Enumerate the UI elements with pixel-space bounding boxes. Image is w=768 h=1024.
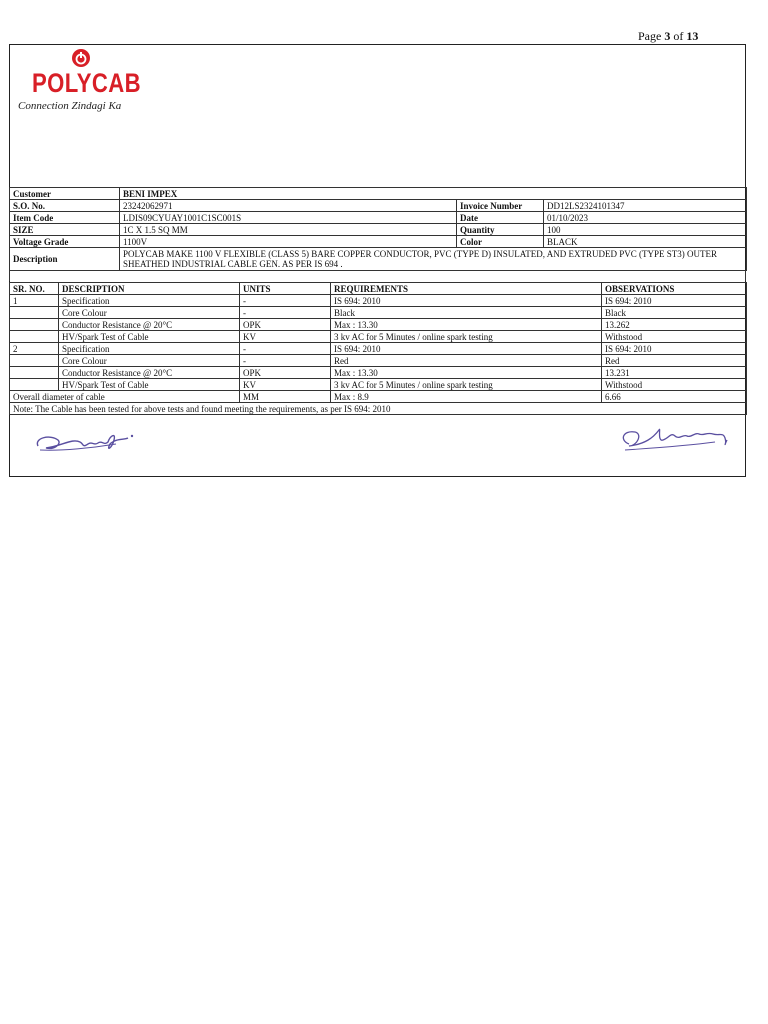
diameter-description: Overall diameter of cable	[10, 391, 240, 403]
header-units: UNITS	[240, 283, 331, 295]
customer-value: BENI IMPEX	[120, 188, 747, 200]
date-label: Date	[457, 212, 544, 224]
header-requirements: REQUIREMENTS	[331, 283, 602, 295]
header-sr-no: SR. NO.	[10, 283, 59, 295]
description-cell: Core Colour	[59, 307, 240, 319]
observation-cell: Black	[602, 307, 747, 319]
diameter-row	[10, 391, 747, 403]
customer-label: Customer	[10, 188, 120, 200]
requirement-cell: Max : 13.30	[331, 319, 602, 331]
so-value: 23242062971	[120, 200, 457, 212]
requirement-cell: Red	[331, 355, 602, 367]
units-cell: -	[240, 307, 331, 319]
units-cell: -	[240, 355, 331, 367]
sr-no-cell	[10, 355, 59, 367]
table-row	[10, 295, 747, 307]
header-description: DESCRIPTION	[59, 283, 240, 295]
observation-cell: 13.262	[602, 319, 747, 331]
requirement-cell: 3 kv AC for 5 Minutes / online spark testing	[331, 379, 602, 391]
table-row	[10, 343, 747, 355]
quantity-value: 100	[544, 224, 747, 236]
sr-no-cell	[10, 331, 59, 343]
table-row	[10, 355, 747, 367]
table-row	[10, 307, 747, 319]
table-row	[10, 367, 747, 379]
size-label: SIZE	[10, 224, 120, 236]
description-cell: HV/Spark Test of Cable	[59, 379, 240, 391]
units-cell: -	[240, 295, 331, 307]
table-row	[10, 319, 747, 331]
header-observations: OBSERVATIONS	[602, 283, 747, 295]
description-label: Description	[10, 248, 120, 271]
description-cell: HV/Spark Test of Cable	[59, 331, 240, 343]
date-value: 01/10/2023	[544, 212, 747, 224]
units-cell: KV	[240, 331, 331, 343]
so-label: S.O. No.	[10, 200, 120, 212]
observation-cell: IS 694: 2010	[602, 343, 747, 355]
order-info-table	[9, 187, 747, 271]
requirement-cell: Black	[331, 307, 602, 319]
requirement-cell: IS 694: 2010	[331, 343, 602, 355]
page-number: Page 3 of 13	[638, 29, 699, 43]
size-value: 1C X 1.5 SQ MM	[120, 224, 457, 236]
description-cell: Core Colour	[59, 355, 240, 367]
sr-no-cell: 1	[10, 295, 59, 307]
sr-no-cell	[10, 379, 59, 391]
observation-cell: IS 694: 2010	[602, 295, 747, 307]
invoice-label: Invoice Number	[457, 200, 544, 212]
logo-tagline: Connection Zindagi Ka	[18, 100, 122, 112]
sr-no-cell: 2	[10, 343, 59, 355]
quantity-label: Quantity	[457, 224, 544, 236]
requirement-cell: Max : 13.30	[331, 367, 602, 379]
invoice-value: DD12LS2324101347	[544, 200, 747, 212]
observation-cell: Withstood	[602, 331, 747, 343]
units-cell: KV	[240, 379, 331, 391]
units-cell: OPK	[240, 367, 331, 379]
signature-left	[32, 424, 142, 458]
color-value: BLACK	[544, 236, 747, 248]
sr-no-cell	[10, 319, 59, 331]
color-label: Color	[457, 236, 544, 248]
units-cell: -	[240, 343, 331, 355]
diameter-units: MM	[240, 391, 331, 403]
test-note: Note: The Cable has been tested for above tests and found meeting the requirements, as per IS 694: 2010	[10, 403, 747, 415]
signature-right	[615, 420, 735, 456]
requirement-cell: 3 kv AC for 5 Minutes / online spark testing	[331, 331, 602, 343]
observation-cell: Withstood	[602, 379, 747, 391]
units-cell: OPK	[240, 319, 331, 331]
table-row	[10, 379, 747, 391]
description-cell: Specification	[59, 343, 240, 355]
item-code-label: Item Code	[10, 212, 120, 224]
voltage-label: Voltage Grade	[10, 236, 120, 248]
observation-cell: 13.231	[602, 367, 747, 379]
description-cell: Conductor Resistance @ 20°C	[59, 319, 240, 331]
sr-no-cell	[10, 367, 59, 379]
diameter-observation: 6.66	[602, 391, 747, 403]
power-icon	[68, 47, 94, 69]
logo-wordmark: POLYCAB	[32, 68, 142, 98]
description-cell: Specification	[59, 295, 240, 307]
test-rows	[10, 295, 747, 391]
requirement-cell: IS 694: 2010	[331, 295, 602, 307]
sr-no-cell	[10, 307, 59, 319]
description-cell: Conductor Resistance @ 20°C	[59, 367, 240, 379]
observation-cell: Red	[602, 355, 747, 367]
polycab-logo	[18, 48, 158, 113]
diameter-requirement: Max : 8.9	[331, 391, 602, 403]
item-code-value: LDIS09CYUAY1001C1SC001S	[120, 212, 457, 224]
table-row	[10, 331, 747, 343]
test-results-table	[9, 282, 747, 415]
table-spacer	[9, 271, 746, 281]
description-value: POLYCAB MAKE 1100 V FLEXIBLE (CLASS 5) BARE COPPER CONDUCTOR, PVC (TYPE D) INSULATED, AND EXTRUDED PVC (TYPE ST3) OUTER SHEATHED INDUSTRIAL CABLE GEN. AS PER IS 694 .	[120, 248, 747, 271]
voltage-value: 1100V	[120, 236, 457, 248]
